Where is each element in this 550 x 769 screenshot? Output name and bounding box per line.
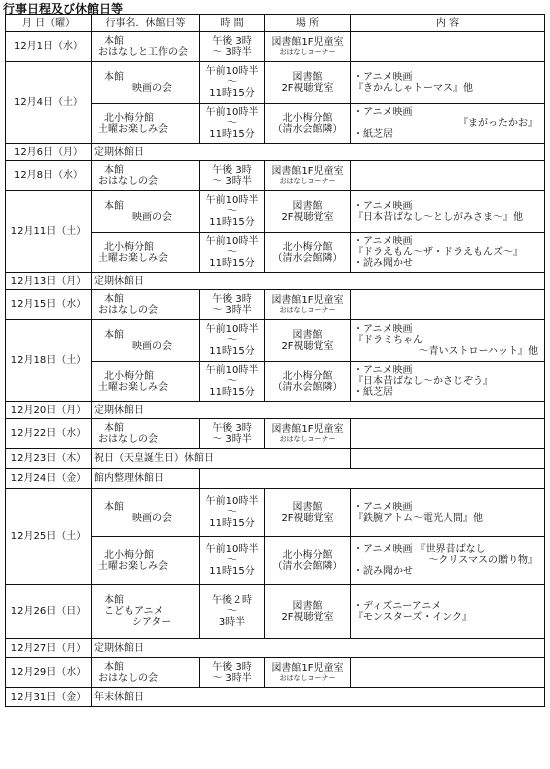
- place-name: 図書館1F児童室: [271, 165, 344, 177]
- time-cell: [200, 290, 265, 320]
- table-row: [6, 320, 545, 362]
- content-line: ～青いストローハット』他: [418, 346, 538, 357]
- event-venue: 本館: [104, 422, 124, 434]
- date-cell: 12月25日（土）: [6, 489, 92, 585]
- content-line: ・ディズニーアニメ: [353, 600, 442, 612]
- closure-cell: 年末休館日: [92, 688, 545, 707]
- date-cell: 12月13日（月）: [6, 273, 92, 290]
- event-venue: 本館: [104, 200, 124, 212]
- time-cell: [200, 62, 265, 104]
- place-cell: [265, 233, 351, 273]
- place-name: 北小梅分館: [282, 549, 333, 561]
- time-cell: [200, 585, 265, 639]
- event-venue: 本館: [104, 35, 124, 47]
- time-start: 午前10時半: [205, 365, 259, 376]
- place-cell: [265, 362, 351, 402]
- event-venue: 本館: [104, 595, 124, 606]
- place-cell: [265, 290, 351, 320]
- time-cell: [200, 658, 265, 688]
- content-line: ・アニメ映画 『世界昔ばなし: [353, 544, 486, 555]
- table-row: [6, 290, 545, 320]
- time-cell: [200, 489, 265, 537]
- place-cell: [265, 161, 351, 191]
- time-start: 午後 3時: [212, 164, 252, 176]
- content-cell: [351, 362, 545, 402]
- content-cell: [351, 489, 545, 537]
- place-detail: （清水会館隣）: [272, 252, 343, 264]
- date-cell: 12月4日（土）: [6, 62, 92, 144]
- place-cell: [265, 191, 351, 233]
- place-cell: [265, 32, 351, 62]
- content-line: ～クリスマスの贈り物』: [428, 555, 538, 566]
- event-cell: [92, 419, 200, 449]
- time-tilde: ～: [227, 606, 237, 617]
- place-detail: 2F視聴覚室: [281, 82, 334, 94]
- place-name: 図書館1F児童室: [271, 423, 344, 435]
- time-tilde: ～: [227, 555, 237, 566]
- time-end: 11時15分: [209, 217, 255, 228]
- event-name: 映画の会: [132, 82, 172, 94]
- event-venue: 本館: [104, 164, 124, 176]
- table-row: [6, 449, 545, 469]
- time-tilde: ～: [227, 507, 237, 518]
- event-venue: 北小梅分館: [104, 370, 154, 382]
- date-cell: 12月1日（水）: [6, 32, 92, 62]
- place-detail: 2F視聴覚室: [281, 611, 334, 623]
- time-start: 午前10時半: [205, 236, 259, 247]
- time-cell: [200, 362, 265, 402]
- table-row: [6, 688, 545, 707]
- content-line: ・読み聞かせ: [353, 258, 413, 269]
- place-name: 図書館: [292, 200, 323, 212]
- time-cell: [200, 320, 265, 362]
- time-cell: [200, 191, 265, 233]
- event-cell: [92, 489, 200, 537]
- content-cell: [351, 191, 545, 233]
- place-detail: おはなしコーナー: [279, 305, 336, 314]
- event-name: 土曜お楽しみ会: [98, 252, 168, 264]
- date-cell: 12月20日（月）: [6, 402, 92, 419]
- content-line: ・アニメ映画: [353, 501, 413, 513]
- event-name: おはなしの会: [98, 175, 158, 187]
- place-cell: [265, 537, 351, 585]
- table-row: [6, 32, 545, 62]
- closure-cell: 定期休館日: [92, 144, 545, 161]
- time-end: 11時15分: [209, 566, 255, 577]
- content-line: ・アニメ映画: [353, 324, 413, 335]
- date-cell: 12月31日（金）: [6, 688, 92, 707]
- time-start: 午後 3時: [212, 422, 252, 434]
- place-cell: [265, 62, 351, 104]
- place-detail: （清水会館隣）: [272, 560, 343, 572]
- event-name: 土曜お楽しみ会: [98, 381, 168, 393]
- time-start: 午後 3時: [212, 35, 252, 47]
- time-tilde: ～: [227, 118, 237, 129]
- place-name: 図書館: [292, 501, 323, 513]
- place-name: 図書館1F児童室: [271, 662, 344, 674]
- place-cell: [265, 658, 351, 688]
- place-name: 図書館1F児童室: [271, 294, 344, 306]
- header-time: 時 間: [200, 15, 265, 32]
- place-name: 図書館: [292, 329, 323, 341]
- table-header-row: [6, 15, 545, 32]
- time-cell: [200, 104, 265, 144]
- time-end: ～ 3時半: [212, 304, 252, 316]
- table-row: [6, 144, 545, 161]
- date-cell: 12月26日（日）: [6, 585, 92, 639]
- time-tilde: ～: [227, 376, 237, 387]
- time-end: ～ 3時半: [212, 433, 252, 445]
- content-line: 『ドラえもん～ザ・ドラえもんズ～』: [353, 247, 523, 258]
- content-line: 『モンスターズ・インク』: [353, 611, 472, 623]
- content-cell: [351, 161, 545, 191]
- content-line: ・アニメ映画: [353, 236, 413, 247]
- event-name: おはなしの会: [98, 304, 158, 316]
- closure-cell: 祝日（天皇誕生日）休館日: [92, 449, 351, 469]
- time-start: 午前10時半: [205, 324, 259, 335]
- time-end: 11時15分: [209, 88, 255, 99]
- place-name: 北小梅分館: [282, 241, 333, 253]
- event-cell: [92, 290, 200, 320]
- date-cell: 12月18日（土）: [6, 320, 92, 402]
- date-cell: 12月24日（金）: [6, 469, 92, 489]
- time-tilde: ～: [227, 335, 237, 346]
- event-name: 映画の会: [132, 211, 172, 223]
- content-line: 『日本昔ばなし～としがみさま～』他: [353, 211, 523, 223]
- closure-cell: 定期休館日: [92, 639, 545, 658]
- content-line: 『ドラミちゃん: [353, 335, 423, 346]
- table-row: [6, 273, 545, 290]
- time-start: 午前10時半: [205, 544, 259, 555]
- event-name: おはなしと工作の会: [98, 46, 188, 58]
- date-cell: 12月11日（土）: [6, 191, 92, 273]
- header-content: 内 容: [351, 15, 545, 32]
- time-end: 11時15分: [209, 129, 255, 140]
- time-end: ～ 3時半: [212, 46, 252, 58]
- content-line: 『鉄腕アトム～電光人間』他: [353, 512, 483, 524]
- header-place: 場 所: [265, 15, 351, 32]
- page-title: 行事日程及び休館日等: [3, 2, 124, 16]
- table-row: [6, 469, 545, 489]
- header-date: 月 日（曜）: [6, 15, 92, 32]
- time-start: 午前10時半: [205, 496, 259, 507]
- content-cell: [351, 658, 545, 688]
- event-venue: 本館: [104, 661, 124, 673]
- schedule-table: [5, 14, 545, 707]
- content-cell: [351, 449, 545, 469]
- table-row: [6, 402, 545, 419]
- event-cell: [92, 191, 200, 233]
- place-detail: （清水会館隣）: [272, 123, 343, 135]
- content-line: ・紙芝居: [353, 129, 393, 140]
- event-venue: 本館: [104, 501, 124, 513]
- time-cell: [200, 161, 265, 191]
- table-row: [6, 585, 545, 639]
- time-start: 午前10時半: [205, 66, 259, 77]
- time-cell: [200, 233, 265, 273]
- place-cell: [265, 419, 351, 449]
- place-detail: おはなしコーナー: [279, 673, 336, 682]
- date-cell: 12月6日（月）: [6, 144, 92, 161]
- place-name: 図書館1F児童室: [271, 36, 344, 48]
- content-line: ・アニメ映画: [353, 71, 413, 83]
- time-start: 午後２時: [212, 595, 252, 606]
- content-line: 『まがったかお』: [458, 118, 538, 129]
- closure-cell: 定期休館日: [92, 273, 545, 290]
- content-cell: [351, 62, 545, 104]
- content-line: ・アニメ映画: [353, 365, 413, 376]
- time-start: 午後 3時: [212, 661, 252, 673]
- event-name: こどもアニメ: [104, 606, 164, 617]
- event-name: 映画の会: [132, 340, 172, 352]
- time-tilde: ～: [227, 247, 237, 258]
- place-name: 図書館: [292, 71, 323, 83]
- date-cell: 12月8日（水）: [6, 161, 92, 191]
- event-venue: 北小梅分館: [104, 112, 154, 124]
- content-line: 『きかんしゃトーマス』他: [353, 82, 473, 94]
- closure-cell: 館内整理休館日: [92, 469, 200, 489]
- table-row: [6, 191, 545, 233]
- content-line: ・アニメ映画: [353, 107, 413, 118]
- place-name: 北小梅分館: [282, 370, 333, 382]
- time-cell: [200, 537, 265, 585]
- place-name: 北小梅分館: [282, 112, 333, 124]
- content-cell: [351, 233, 545, 273]
- place-cell: [265, 489, 351, 537]
- place-detail: 2F視聴覚室: [281, 512, 334, 524]
- event-name-cont: シアター: [132, 617, 172, 628]
- content-cell: [351, 537, 545, 585]
- time-end: 11時15分: [209, 258, 255, 269]
- event-cell: [92, 62, 200, 104]
- table-row: [6, 658, 545, 688]
- event-cell: [92, 320, 200, 362]
- content-cell: [351, 320, 545, 362]
- content-cell: [351, 32, 545, 62]
- event-cell: [92, 537, 200, 585]
- place-name: 図書館: [292, 600, 323, 612]
- place-detail: 2F視聴覚室: [281, 211, 334, 223]
- event-name: 土曜お楽しみ会: [98, 560, 168, 572]
- event-venue: 本館: [104, 71, 124, 83]
- place-cell: [265, 320, 351, 362]
- event-name: 映画の会: [132, 512, 172, 524]
- table-row: [6, 62, 545, 104]
- content-line: ・紙芝居: [353, 387, 393, 398]
- content-line: 『日本昔ばなし～かさじぞう』: [353, 376, 493, 387]
- place-cell: [265, 104, 351, 144]
- event-name: おはなしの会: [98, 433, 158, 445]
- header-event: 行事名．休館日等: [92, 15, 200, 32]
- table-row: [6, 639, 545, 658]
- time-end: 11時15分: [209, 346, 255, 357]
- event-venue: 本館: [104, 293, 124, 305]
- content-line: ・アニメ映画: [353, 200, 413, 212]
- content-cell: [351, 290, 545, 320]
- empty-cell: [200, 469, 545, 489]
- time-tilde: ～: [227, 77, 237, 88]
- event-cell: [92, 585, 200, 639]
- date-cell: 12月23日（木）: [6, 449, 92, 469]
- place-cell: [265, 585, 351, 639]
- place-detail: （清水会館隣）: [272, 381, 343, 393]
- time-end: 11時15分: [209, 518, 255, 529]
- event-cell: [92, 104, 200, 144]
- event-name: 土曜お楽しみ会: [98, 123, 168, 135]
- event-cell: [92, 362, 200, 402]
- time-start: 午前10時半: [205, 195, 259, 206]
- table-row: [6, 161, 545, 191]
- place-detail: おはなしコーナー: [279, 47, 336, 56]
- event-cell: [92, 161, 200, 191]
- time-start: 午前10時半: [205, 107, 259, 118]
- date-cell: 12月22日（水）: [6, 419, 92, 449]
- date-cell: 12月27日（月）: [6, 639, 92, 658]
- time-end: ～ 3時半: [212, 175, 252, 187]
- content-cell: [351, 585, 545, 639]
- date-cell: 12月15日（水）: [6, 290, 92, 320]
- date-cell: 12月29日（水）: [6, 658, 92, 688]
- place-detail: 2F視聴覚室: [281, 340, 334, 352]
- content-line: ・読み聞かせ: [353, 566, 413, 577]
- time-end: 11時15分: [209, 387, 255, 398]
- event-cell: [92, 32, 200, 62]
- content-cell: [351, 104, 545, 144]
- content-cell: [351, 419, 545, 449]
- table-row: [6, 489, 545, 537]
- time-cell: [200, 32, 265, 62]
- event-cell: [92, 658, 200, 688]
- time-tilde: ～: [227, 206, 237, 217]
- event-name: おはなしの会: [98, 672, 158, 684]
- time-start: 午後 3時: [212, 293, 252, 305]
- place-detail: おはなしコーナー: [279, 176, 336, 185]
- event-venue: 本館: [104, 329, 124, 341]
- time-end: ～ 3時半: [212, 672, 252, 684]
- time-end: 3時半: [218, 617, 246, 628]
- event-venue: 北小梅分館: [104, 241, 154, 253]
- table-row: [6, 419, 545, 449]
- closure-cell: 定期休館日: [92, 402, 545, 419]
- event-venue: 北小梅分館: [104, 549, 154, 561]
- time-cell: [200, 419, 265, 449]
- place-detail: おはなしコーナー: [279, 434, 336, 443]
- event-cell: [92, 233, 200, 273]
